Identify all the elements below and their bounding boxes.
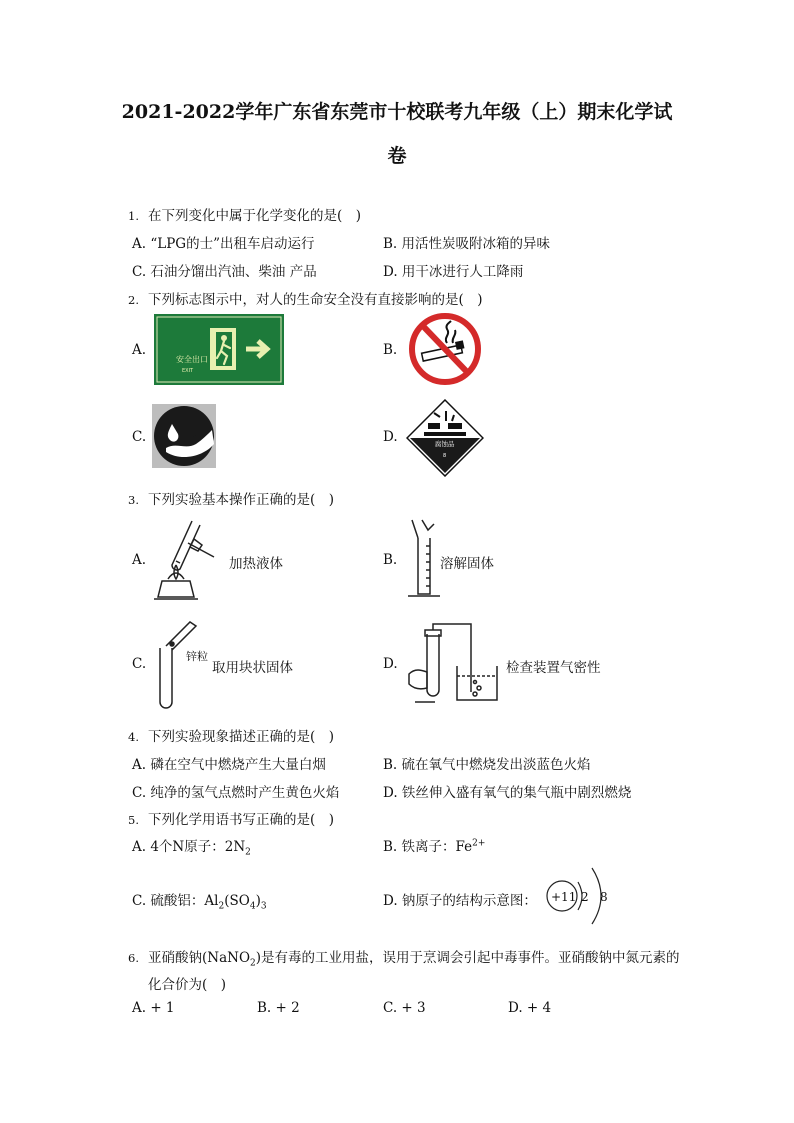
q5-option-a-text: A. 4个N原子：2N [132,839,246,855]
question-5-stem [128,808,334,828]
q5-c-mid: (SO [224,893,250,909]
exit-sign-en-text: EXIT [182,368,194,374]
q3-option-b-label: B. [383,552,398,568]
test-tube-zinc-figure [152,618,212,712]
q4-option-c: C. 纯净的氢气点燃时产生黄色火焰 [132,785,340,801]
q6-option-d: D. + 4 [508,1000,552,1016]
q5-option-a-subscript: 2 [245,847,251,858]
airtightness-check-figure [405,622,503,706]
question-3-stem [128,488,334,508]
atom-shell-1-electrons: 2 [581,890,589,904]
atom-shell-2-electrons: 8 [600,890,608,904]
question-6-stem [128,946,680,969]
corrosive-label: 腐蚀品 [435,440,455,448]
q1-option-d: D. 用干冰进行人工降雨 [383,264,524,280]
q6-option-b: B. + 2 [257,1000,300,1016]
zinc-label: 锌粒 [186,650,208,663]
q6-option-c: C. + 3 [383,1000,426,1016]
q3-option-d-label: D. [383,656,398,672]
q6-option-a: A. + 1 [132,1000,175,1016]
q6-stem-subscript: 2 [250,958,256,969]
q5-c-end: ) [255,893,261,909]
q6-stem-part2: )是有毒的工业用盐，误用于烹调会引起中毒事件。亚硝酸钠中氮元素的 [255,950,680,966]
page-title-line2: 卷 [387,145,407,167]
fig-d-caption: 检查装置气密性 [506,660,601,676]
q5-option-c-text: C. 硫酸铝：Al [132,893,219,909]
question-1-stem [128,204,361,224]
q5-option-b [383,835,485,855]
q4-option-b: B. 硫在氧气中燃烧发出淡蓝色火焰 [383,757,591,773]
q5-c-sub1: 2 [218,901,225,912]
fig-b-caption: 溶解固体 [440,556,494,572]
question-text: 在下列变化中属于化学变化的是( ) [148,208,362,224]
question-text: 下列标志图示中，对人的生命安全没有直接影响的是( ) [148,292,483,308]
page-title-line1: 2021-2022学年广东省东莞市十校联考九年级（上）期末化学试 [121,101,673,123]
q2-option-d-label: D. [383,429,398,445]
q4-option-a: A. 磷在空气中燃烧产生大量白烟 [132,757,326,773]
fig-c-caption: 取用块状固体 [212,660,293,676]
atom-nucleus-charge: +11 [551,890,577,904]
question-number: 2. [128,293,139,307]
q5-c-sub3: 3 [260,901,267,912]
q2-option-a-label: A. [132,342,147,358]
q3-option-a-label: A. [132,552,147,568]
fig-a-caption: 加热液体 [229,556,283,572]
q5-option-b-superscript: 2+ [472,838,486,849]
q1-option-c: C. 石油分馏出汽油、柴油 产品 [132,264,317,280]
q3-option-c-label: C. [132,656,147,672]
q5-option-c [132,889,267,912]
q2-option-b-label: B. [383,342,398,358]
q6-stem-part1: 亚硝酸钠(NaNO [148,950,251,966]
question-number: 4. [128,730,139,744]
q5-option-b-text: B. 铁离子：Fe [383,839,473,855]
no-smoking-icon [405,313,485,385]
question-number: 5. [128,813,139,827]
sodium-atom-diagram [540,862,616,930]
q4-option-d: D. 铁丝伸入盛有氧气的集气瓶中剧烈燃烧 [383,785,632,801]
q1-option-a: A. “LPG的士”出租车启动运行 [132,236,315,252]
corrosive-diamond-icon [406,399,484,477]
q1-option-b: B. 用活性炭吸附冰箱的异味 [383,236,551,252]
question-text: 下列化学用语书写正确的是( ) [148,812,335,828]
question-text: 下列实验基本操作正确的是( ) [148,492,335,508]
question-text: 下列实验现象描述正确的是( ) [148,729,335,745]
graduated-cylinder-figure [400,516,442,602]
question-6-stem-line2: 化合价为( ) [148,977,227,993]
q5-option-d: D. 钠原子的结构示意图： [383,893,537,909]
question-number: 1. [128,209,139,223]
question-number: 3. [128,493,139,507]
q5-option-a [132,835,251,858]
heating-liquid-figure [150,517,230,603]
question-4-stem [128,725,334,745]
question-number: 6. [128,951,139,965]
exit-sign-text: 安全出口 [176,355,208,364]
question-2-stem [128,288,483,308]
q2-option-c-label: C. [132,429,147,445]
corrosive-class-number: 8 [443,453,447,459]
water-drop-sign-icon [152,404,216,468]
q5-c-sub2: 4 [249,901,256,912]
exit-sign-icon [154,314,284,385]
